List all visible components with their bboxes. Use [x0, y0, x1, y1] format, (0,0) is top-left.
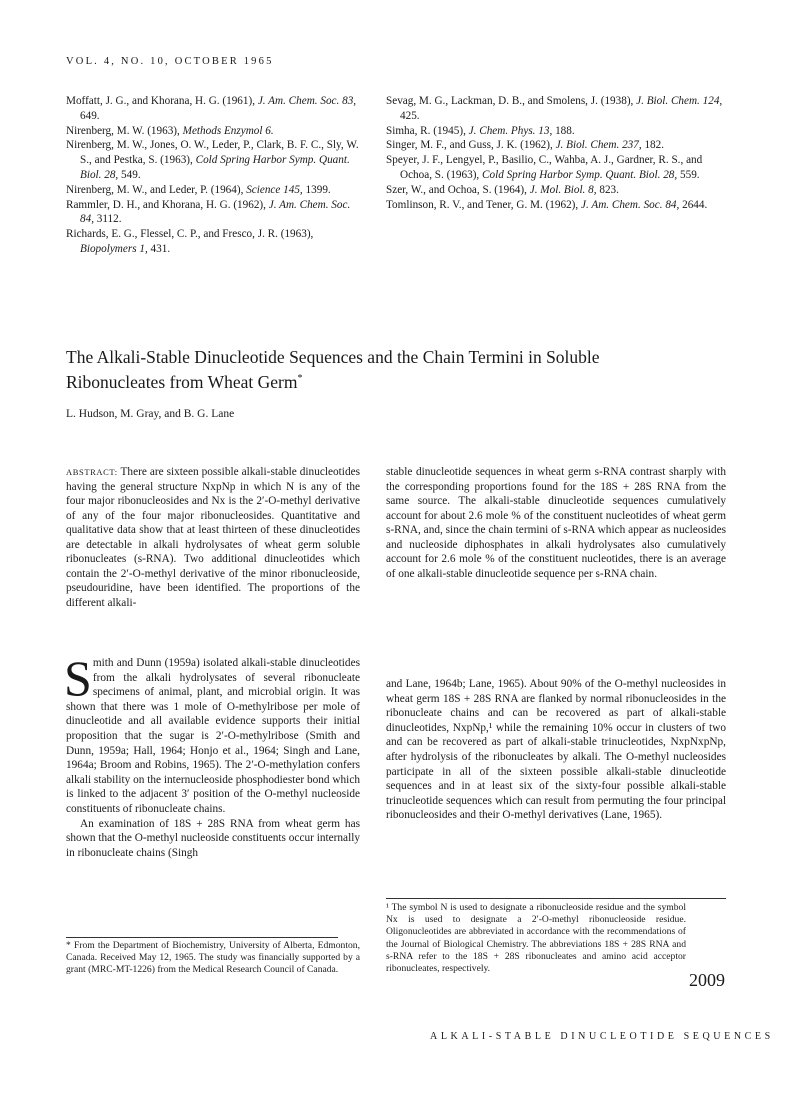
body-left-column	[64, 650, 360, 860]
reference-entry: Singer, M. F., and Guss, J. K. (1962), J. Biol. Chem. 237, 182.	[386, 139, 665, 152]
footnote-affiliation: * From the Department of Biochemistry, University of Alberta, Edmonton, Canada. Received May 12, 1965. The study was financially supported by a grant (MRC-MT-1226) from the Medical Research Council of Canada.	[66, 940, 360, 976]
reference-entry: Simha, R. (1945), J. Chem. Phys. 13, 188.	[386, 124, 575, 137]
body-right-column	[386, 677, 726, 823]
reference-entry: Moffatt, J. G., and Khorana, H. G. (1961), J. Am. Chem. Soc. 83, 649.	[66, 95, 357, 122]
body-paragraph: and Lane, 1964b; Lane, 1965). About 90% of the O-methyl nucleosides in wheat germ 18S + 28S RNA are flanked by normal ribonucleosides in the ribonucleate chains and can be recovered as part of alkali-stable dinucleotides, NxpNp,¹ while the remaining 10% occur in clusters of two and can be recovered as part of alkali-stable trinucleotides, NxpNxpNp, after hydrolysis of the ribonucleates by alkali. The O-methyl nucleosides participate in all of the sixteen possible alkali-stable dinucleotide sequences and in at least six of the sixty-four possible alkali-stable trinucleotide sequences which can result from permuting the four principal ribonucleosides and their O-methyl derivatives (Lane, 1965).	[386, 678, 726, 822]
drop-cap: S	[64, 650, 92, 706]
footnote-symbols: ¹ The symbol N is used to designate a ribonucleoside residue and the symbol Nx is used to designate a 2′-O-methyl ribonucleoside residue. Oligonucleotides are abbreviated in accordance with the recommendations of the Journal of Biological Chemistry. The abbreviations 18S + 28S RNA and s-RNA refer to the 18S + 28S ribonucleates and amino acid acceptor ribonucleates, respectively.	[386, 902, 686, 975]
reference-entry: Tomlinson, R. V., and Tener, G. M. (1962), J. Am. Chem. Soc. 84, 2644.	[386, 198, 708, 211]
references-right-column	[386, 94, 726, 212]
abstract-label: ABSTRACT:	[66, 467, 118, 477]
author-list: L. Hudson, M. Gray, and B. G. Lane	[66, 408, 235, 420]
reference-entry: Nirenberg, M. W., Jones, O. W., Leder, P., Clark, B. F. C., Sly, W. S., and Pestka, S. (1963), Cold Spring Harbor Symp. Quant. Biol. 28, 549.	[66, 139, 359, 181]
reference-entry: Rammler, D. H., and Khorana, H. G. (1962), J. Am. Chem. Soc. 84, 3112.	[66, 198, 351, 226]
title-footnote-mark: *	[297, 373, 303, 384]
references-left-column	[66, 94, 366, 257]
article-title: The Alkali-Stable Dinucleotide Sequences and the Chain Termini in Soluble Ribonucleates from Wheat Germ*	[66, 347, 600, 392]
page-number: 2009	[689, 970, 725, 990]
body-paragraph: An examination of 18S + 28S RNA from wheat germ has shown that the O-methyl nucleoside constituents occur internally in ribonucleate chains (Singh	[66, 817, 360, 859]
reference-entry: Sevag, M. G., Lackman, D. B., and Smolens, J. (1938), J. Biol. Chem. 124, 425.	[386, 95, 723, 122]
footnote-divider	[66, 937, 338, 938]
abstract-right: stable dinucleotide sequences in wheat germ s-RNA contrast sharply with the corresponding proportions found for the 18S + 28S RNA from the same source. The alkali-stable dinucleotide sequences cumulatively account for about 2.6 mole % of the constituent nucleotides of wheat germ s-RNA, and, since the chain termini of s-RNA which appear as nucleosides and nucleoside diphosphates in alkali hydrolysates also cumulatively account for 2.6 mole % of the constituent nucleotides, there is an average of one alkali-stable dinucleotide sequence per s-RNA chain.	[386, 466, 726, 580]
footnote-divider	[386, 898, 726, 899]
running-foot: ALKALI-STABLE DINUCLEOTIDE SEQUENCES	[430, 1031, 774, 1042]
reference-entry: Nirenberg, M. W., and Leder, P. (1964), Science 145, 1399.	[66, 183, 331, 196]
reference-entry: Speyer, J. F., Lengyel, P., Basilio, C., Wahba, A. J., Gardner, R. S., and Ochoa, S. (1963), Cold Spring Harbor Symp. Quant. Biol. 28, 559.	[386, 154, 703, 181]
running-head: VOL. 4, NO. 10, OCTOBER 1965	[66, 56, 274, 67]
abstract-left: ABSTRACT: There are sixteen possible alkali-stable dinucleotides having the general structure NxpNp in which N is any of the four major ribonucleosides and Nx is the 2′-O-methyl derivative of any of the four major ribonucleosides. Quantitative and qualitative data show that at least thirteen of these dinucleotides are detectable in alkali hydrolysates of wheat germ soluble ribonucleates (s-RNA). Two additional dinucleotides which contain the 2′-O-methyl derivative of the minor ribonucleoside, pseudouridine, have been identified. The proportions of the different alkali-	[66, 466, 361, 609]
reference-entry: Szer, W., and Ochoa, S. (1964), J. Mol. Biol. 8, 823.	[386, 183, 619, 196]
reference-entry: Nirenberg, M. W. (1963), Methods Enzymol 6.	[66, 124, 274, 137]
reference-entry: Richards, E. G., Flessel, C. P., and Fresco, J. R. (1963), Biopolymers 1, 431.	[66, 228, 314, 255]
body-paragraph: Smith and Dunn (1959a) isolated alkali-stable dinucleotides from the alkali hydrolysates of several ribonucleate specimens of animal, plant, and microbial origin. It was shown that there was 1 mole of O-methylribose per mole of dinucleotide and all available evidence supports their initial proposition that the sugar is 2′-O-methylribose (Smith and Dunn, 1959a; Hall, 1964; Honjo et al., 1964; Singh and Lane, 1964a; Broom and Robins, 1965). The 2′-O-methylation confers alkali stability on the internucleoside phosphodiester bond which is linked to the adjacent 3′ position of the O-methyl nucleoside constituents of ribonucleate chains.	[64, 650, 360, 815]
